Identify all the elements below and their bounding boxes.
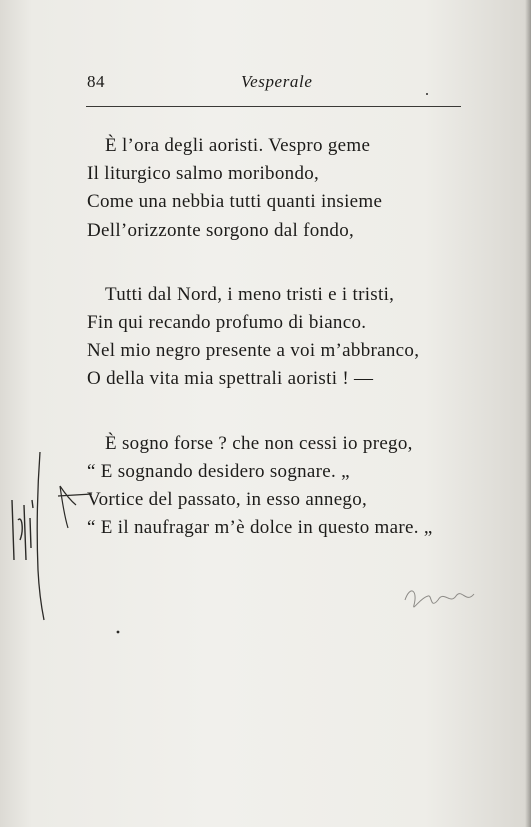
verse-line: Come una nebbia tutti quanti insieme [87,191,383,213]
stanza-3 [87,430,487,543]
page-header [0,66,531,96]
verse-line: “ E sognando desidero sognare. „ [87,460,350,482]
verse-line: Dell’orizzonte sorgono dal fondo, [87,219,355,241]
pencil-scribble-mark [405,591,474,607]
stanza-2 [87,281,487,394]
poem [87,132,487,578]
verse-line: Nel mio negro presente a voi m’abbranco, [87,340,420,362]
margin-bracket-mark [37,452,44,620]
stanza-1 [87,132,487,245]
verse-line: È sogno forse ? che non cessi io prego, [105,432,413,454]
verse-line: Il liturgico salmo moribondo, [87,163,320,185]
verse-line: Tutti dal Nord, i meno tristi e i tristi, [105,283,395,305]
running-title: Vesperale [241,72,313,91]
verse-line: Vortice del passato, in esso annego, [87,489,368,511]
page-edge-shadow [525,0,531,827]
verse-line: Fin qui recando profumo di bianco. [87,312,367,334]
verse-line: “ E il naufragar m’è dolce in questo mare. „ [87,517,433,539]
ink-dot [117,631,120,634]
verse-line: O della vita mia spettrali aoristi ! — [87,368,374,390]
page-number: 84 [87,72,105,91]
margin-scribble-mark [12,500,33,560]
header-rule [86,106,461,107]
verse-line: È l’ora degli aoristi. Vespro geme [105,135,371,156]
